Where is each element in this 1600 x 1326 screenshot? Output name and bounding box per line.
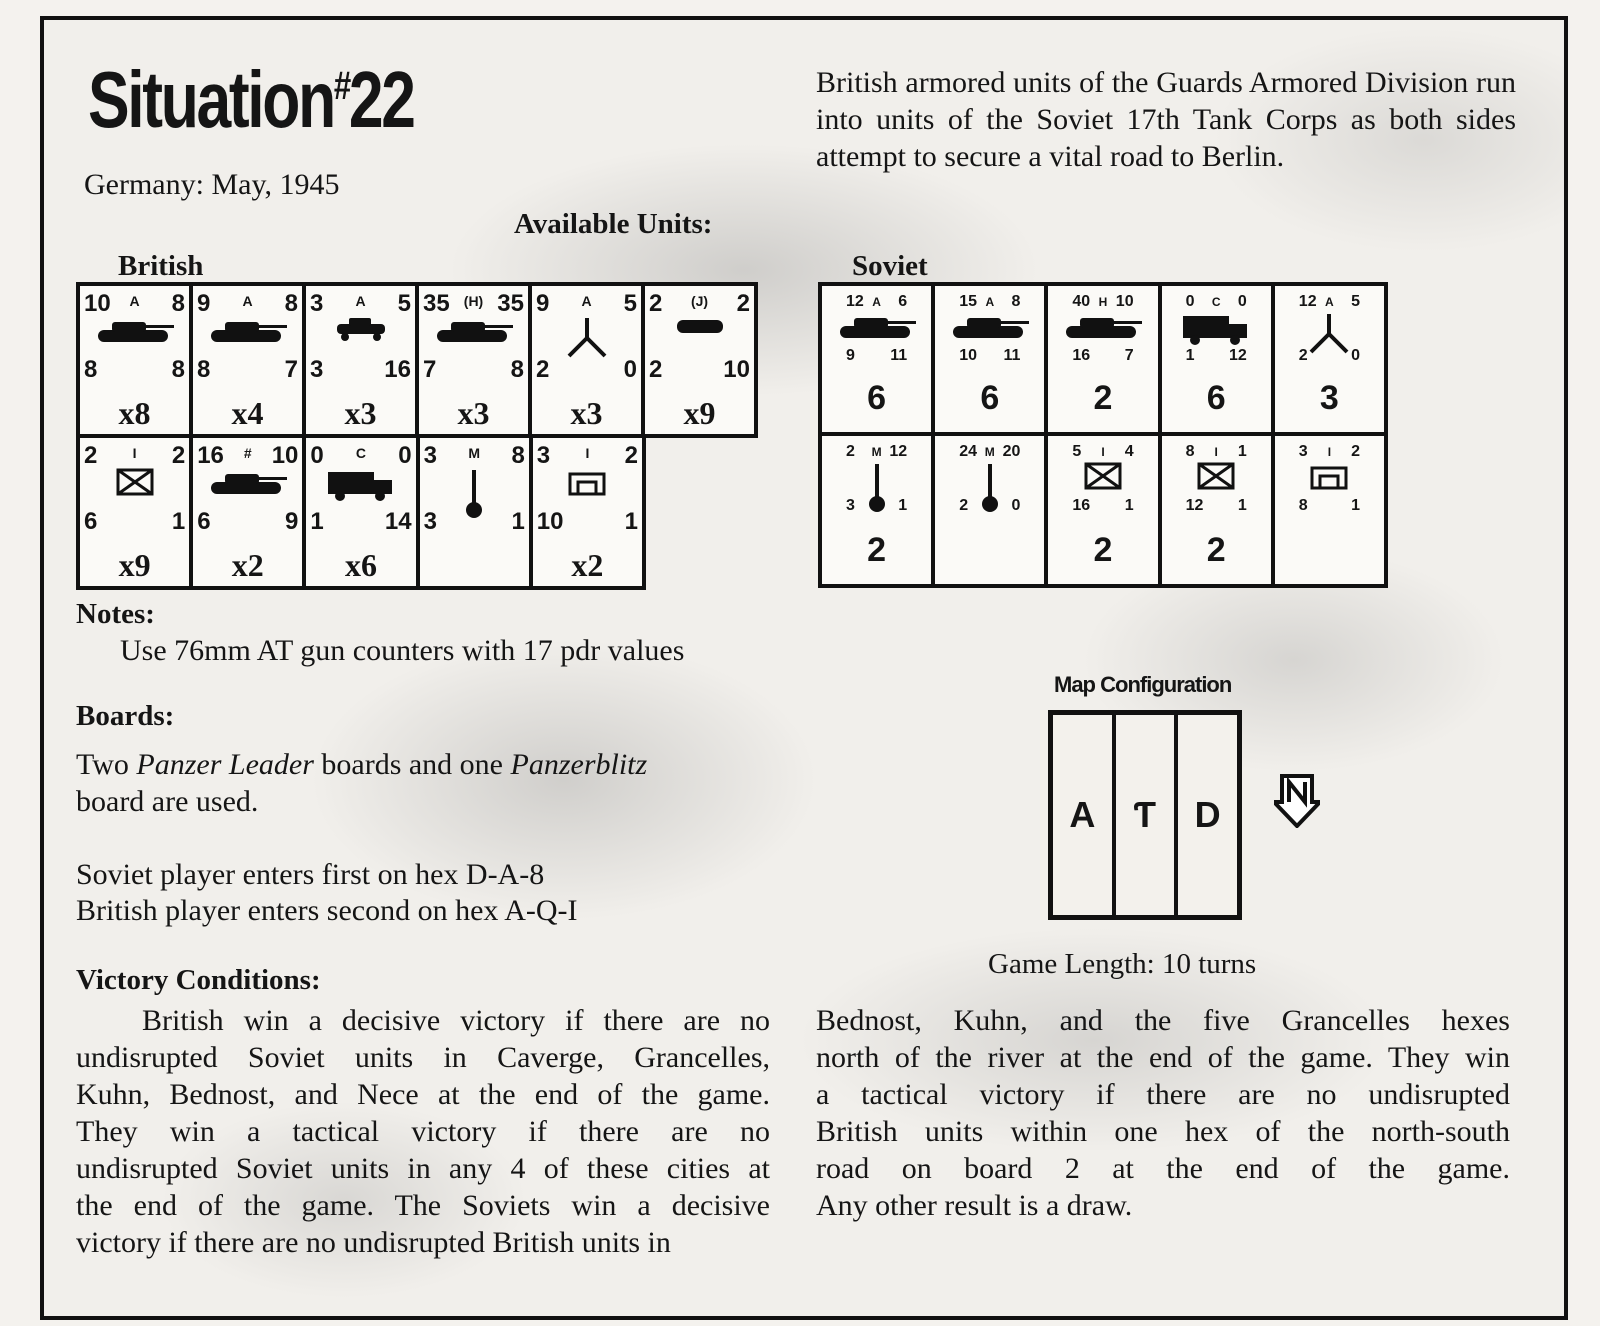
counter-defense-value: 2 bbox=[1298, 347, 1308, 364]
counter-range-value: 6 bbox=[898, 293, 908, 310]
counter-count: 2 bbox=[867, 531, 887, 569]
counter-unit-type: A bbox=[985, 295, 995, 309]
counter-movement-value: 1 bbox=[1237, 497, 1247, 514]
soviet-counter-1 bbox=[822, 436, 931, 584]
map-configuration-title: Map Configuration bbox=[1054, 672, 1232, 697]
counter-count: x3 bbox=[570, 395, 603, 431]
counter-defense-value: 6 bbox=[84, 508, 98, 535]
counter-defense-value: 10 bbox=[536, 508, 564, 535]
counter-attack-value: 5 bbox=[1072, 443, 1082, 460]
game-length: Game Length: 10 turns bbox=[988, 948, 1257, 980]
counter-range-value: 2 bbox=[624, 442, 638, 469]
counter-unit-type: I bbox=[1214, 445, 1218, 459]
british-label: British bbox=[118, 250, 204, 282]
counter-range-value: 12 bbox=[889, 443, 908, 460]
soviet-counter-3 bbox=[1048, 436, 1157, 584]
counter-movement-value: 11 bbox=[890, 347, 908, 364]
counter-range-value: 1 bbox=[1237, 443, 1247, 460]
victory-right-line-3: a tactical victory if there are no undisrupted bbox=[816, 1078, 1510, 1111]
available-units-heading: Available Units: bbox=[514, 208, 713, 240]
counter-defense-value: 3 bbox=[423, 508, 437, 535]
soviet-counter-5 bbox=[1275, 436, 1384, 584]
british-counter-3 bbox=[306, 286, 415, 434]
counter-defense-value: 2 bbox=[959, 497, 969, 514]
counter-unit-type: (H) bbox=[463, 293, 484, 309]
counter-movement-value: 11 bbox=[1003, 347, 1021, 364]
soviet-counter-3 bbox=[1048, 286, 1157, 432]
soviet-counter-1 bbox=[822, 286, 931, 432]
counter-attack-value: 8 bbox=[1185, 443, 1195, 460]
counter-count: x2 bbox=[571, 547, 604, 583]
counter-unit-type: I bbox=[585, 445, 590, 461]
counter-range-value: 8 bbox=[171, 290, 185, 317]
counter-attack-value: 3 bbox=[1298, 443, 1308, 460]
situation-title: Situation#22 bbox=[88, 55, 414, 144]
counter-attack-value: 3 bbox=[310, 290, 324, 317]
victory-right-line-5: road on board 2 at the end of the game. bbox=[816, 1152, 1510, 1185]
counter-defense-value: 8 bbox=[197, 356, 211, 383]
counter-attack-value: 24 bbox=[959, 443, 977, 460]
soviet-counter-2 bbox=[935, 436, 1044, 584]
counter-count: x3 bbox=[457, 395, 490, 431]
counter-range-value: 0 bbox=[398, 442, 412, 469]
soviet-counters-row-2 bbox=[818, 432, 1388, 588]
map-board-a: A bbox=[1053, 715, 1116, 915]
soviet-counter-2 bbox=[935, 286, 1044, 432]
counter-unit-type: M bbox=[871, 445, 882, 459]
counter-attack-value: 9 bbox=[536, 290, 550, 317]
counter-count: x3 bbox=[344, 395, 377, 431]
counter-defense-value: 2 bbox=[649, 356, 663, 383]
counter-defense-value: 9 bbox=[846, 347, 855, 364]
counter-attack-value: 35 bbox=[423, 290, 450, 317]
soviet-counter-4 bbox=[1162, 436, 1271, 584]
soviet-label: Soviet bbox=[852, 250, 928, 282]
counter-count: 3 bbox=[1319, 379, 1339, 417]
counter-unit-type: A bbox=[129, 293, 140, 309]
victory-right-line-6: Any other result is a draw. bbox=[816, 1189, 1133, 1222]
british-counter-1 bbox=[80, 438, 189, 586]
victory-heading: Victory Conditions: bbox=[76, 964, 321, 996]
soviet-counters-row-1 bbox=[818, 282, 1388, 436]
counter-attack-value: 0 bbox=[310, 442, 324, 469]
counter-unit-type: # bbox=[243, 445, 252, 461]
counter-attack-value: 3 bbox=[423, 442, 437, 469]
counter-count: 6 bbox=[867, 379, 887, 417]
counter-defense-value: 2 bbox=[536, 356, 550, 383]
counter-defense-value: 1 bbox=[1185, 347, 1195, 364]
counter-count: x9 bbox=[118, 547, 151, 583]
counter-range-value: 5 bbox=[1351, 293, 1360, 310]
counter-range-value: 2 bbox=[1351, 443, 1360, 460]
victory-left-line-3: Kuhn, Bednost, and Nece at the end of the game. bbox=[76, 1078, 770, 1111]
counter-unit-type: A bbox=[872, 295, 881, 309]
counter-range-value: 2 bbox=[736, 290, 750, 317]
counter-range-value: 8 bbox=[1011, 293, 1021, 310]
counter-unit-type: A bbox=[242, 293, 253, 309]
counter-range-value: 20 bbox=[1002, 443, 1021, 460]
counter-movement-value: 1 bbox=[898, 497, 908, 514]
counter-count: x4 bbox=[231, 395, 264, 431]
map-board-d: D bbox=[1194, 794, 1221, 835]
counter-count: x9 bbox=[683, 395, 716, 431]
victory-left-line-6: the end of the game. The Soviets win a decisive bbox=[76, 1189, 770, 1222]
counter-movement-value: 10 bbox=[723, 356, 750, 383]
counter-defense-value: 16 bbox=[1072, 347, 1091, 364]
map-board-2: Ƭ bbox=[1116, 715, 1179, 915]
counter-defense-value: 3 bbox=[310, 356, 324, 383]
british-counter-4 bbox=[419, 286, 528, 434]
counter-unit-type: M bbox=[984, 445, 995, 459]
victory-left-line-7: victory if there are no undisrupted British units in bbox=[76, 1226, 671, 1259]
counter-movement-value: 0 bbox=[1011, 497, 1021, 514]
counter-movement-value: 16 bbox=[384, 356, 411, 383]
counter-movement-value: 14 bbox=[384, 508, 412, 535]
boards-heading: Boards: bbox=[76, 700, 175, 732]
victory-right-line-1: Bednost, Kuhn, and the five Grancelles hexes bbox=[816, 1004, 1510, 1037]
counter-movement-value: 8 bbox=[171, 356, 185, 383]
counter-unit-type: A bbox=[1325, 295, 1334, 309]
counter-range-value: 10 bbox=[271, 442, 299, 469]
victory-left-line-4: They win a tactical victory if there are no bbox=[76, 1115, 770, 1148]
counter-attack-value: 12 bbox=[846, 293, 864, 310]
british-counter-2 bbox=[193, 438, 302, 586]
counter-unit-type: I bbox=[132, 445, 137, 461]
british-counters-row-2 bbox=[76, 434, 646, 590]
counter-defense-value: 8 bbox=[1298, 497, 1308, 514]
counter-count: 2 bbox=[1093, 531, 1113, 569]
counter-attack-value: 12 bbox=[1298, 293, 1317, 310]
counter-range-value: 35 bbox=[497, 290, 524, 317]
counter-attack-value: 0 bbox=[1185, 293, 1195, 310]
counter-unit-type: A bbox=[355, 293, 366, 309]
victory-text-left bbox=[76, 1002, 770, 1261]
counter-range-value: 4 bbox=[1124, 443, 1134, 460]
counter-count: x2 bbox=[231, 547, 264, 583]
counter-attack-value: 2 bbox=[846, 443, 855, 460]
counter-movement-value: 7 bbox=[284, 356, 298, 383]
british-counter-2 bbox=[193, 286, 302, 434]
counter-defense-value: 12 bbox=[1185, 497, 1204, 514]
victory-left-line-1: British win a decisive victory if there are no bbox=[142, 1004, 770, 1037]
counter-unit-type: I bbox=[1101, 445, 1105, 459]
counter-movement-value: 1 bbox=[1351, 497, 1360, 514]
british-counter-1 bbox=[80, 286, 189, 434]
counter-range-value: 10 bbox=[1115, 293, 1134, 310]
counter-unit-type: I bbox=[1327, 445, 1332, 459]
counter-count: 2 bbox=[1206, 531, 1226, 569]
soviet-counter-5 bbox=[1275, 286, 1384, 432]
victory-text-right bbox=[816, 1002, 1510, 1224]
counter-attack-value: 10 bbox=[84, 290, 111, 317]
victory-left-line-5: undisrupted Soviet units in any 4 of these cities at bbox=[76, 1152, 770, 1185]
counter-defense-value: 6 bbox=[197, 508, 211, 535]
british-counter-3 bbox=[306, 438, 415, 586]
counter-attack-value: 15 bbox=[959, 293, 977, 310]
counter-movement-value: 1 bbox=[171, 508, 186, 535]
counter-attack-value: 40 bbox=[1072, 293, 1091, 310]
counter-defense-value: 3 bbox=[846, 497, 855, 514]
british-counter-5 bbox=[532, 286, 641, 434]
victory-right-line-4: British units within one hex of the north-south bbox=[816, 1115, 1510, 1148]
counter-defense-value: 1 bbox=[310, 508, 324, 535]
counter-unit-type: A bbox=[581, 293, 592, 309]
north-arrow-icon bbox=[1274, 772, 1320, 833]
notes-text: Use 76mm AT gun counters with 17 pdr values bbox=[120, 634, 685, 667]
counter-attack-value: 2 bbox=[84, 442, 98, 469]
map-configuration-diagram bbox=[1048, 710, 1242, 920]
counter-range-value: 8 bbox=[284, 290, 298, 317]
counter-defense-value: 8 bbox=[84, 356, 98, 383]
counter-range-value: 5 bbox=[623, 290, 637, 317]
victory-left-line-2: undisrupted Soviet units in Caverge, Grancelles, bbox=[76, 1041, 770, 1074]
counter-movement-value: 1 bbox=[624, 508, 638, 535]
counter-attack-value: 16 bbox=[197, 442, 224, 469]
british-counters-row-1 bbox=[76, 282, 758, 438]
counter-movement-value: 0 bbox=[623, 356, 637, 383]
british-counter-4 bbox=[420, 438, 529, 586]
counter-movement-value: 1 bbox=[1124, 497, 1134, 514]
counter-range-value: 8 bbox=[511, 442, 525, 469]
intro-text: British armored units of the Guards Armored Division run into units of the Soviet 17th Tank Corps as both sides attempt to secure a vital road to Berlin. bbox=[816, 66, 1516, 173]
counter-unit-type: C bbox=[355, 445, 367, 461]
situation-subtitle: Germany: May, 1945 bbox=[84, 168, 340, 201]
counter-range-value: 2 bbox=[171, 442, 186, 469]
counter-unit-type: M bbox=[468, 445, 481, 461]
counter-count: 6 bbox=[1206, 379, 1226, 417]
victory-right-line-2: north of the river at the end of the game. They win bbox=[816, 1041, 1510, 1074]
counter-movement-value: 7 bbox=[1124, 347, 1134, 364]
british-counter-6 bbox=[645, 286, 754, 434]
counter-attack-value: 9 bbox=[197, 290, 211, 317]
boards-text-line-2: board are used. bbox=[76, 785, 259, 818]
counter-defense-value: 7 bbox=[423, 356, 437, 383]
counter-movement-value: 9 bbox=[285, 508, 299, 535]
counter-unit-type: H bbox=[1098, 295, 1108, 309]
notes-heading: Notes: bbox=[76, 598, 155, 630]
british-counter-5 bbox=[533, 438, 642, 586]
counter-count: x8 bbox=[118, 395, 151, 431]
counter-movement-value: 1 bbox=[511, 508, 525, 535]
counter-movement-value: 12 bbox=[1229, 347, 1247, 364]
soviet-counter-4 bbox=[1162, 286, 1271, 432]
counter-defense-value: 16 bbox=[1072, 497, 1091, 514]
counter-movement-value: 8 bbox=[510, 356, 524, 383]
counter-count: x6 bbox=[344, 547, 377, 583]
counter-attack-value: 3 bbox=[536, 442, 551, 469]
counter-range-value: 5 bbox=[397, 290, 411, 317]
counter-defense-value: 10 bbox=[959, 347, 977, 364]
counter-attack-value: 2 bbox=[649, 290, 663, 317]
counter-count: 2 bbox=[1093, 379, 1113, 417]
setup-soviet: Soviet player enters first on hex D-A-8 bbox=[76, 858, 545, 891]
counter-unit-type: C bbox=[1211, 295, 1221, 309]
counter-count: 6 bbox=[980, 379, 1000, 417]
counter-movement-value: 0 bbox=[1351, 347, 1360, 364]
boards-text-line-1: Two Panzer Leader boards and one Panzerblitz bbox=[76, 748, 648, 781]
situation-sheet bbox=[40, 16, 1568, 1320]
setup-british: British player enters second on hex A-Q-I bbox=[76, 894, 578, 927]
counter-range-value: 0 bbox=[1237, 293, 1247, 310]
counter-unit-type: (J) bbox=[690, 293, 709, 309]
